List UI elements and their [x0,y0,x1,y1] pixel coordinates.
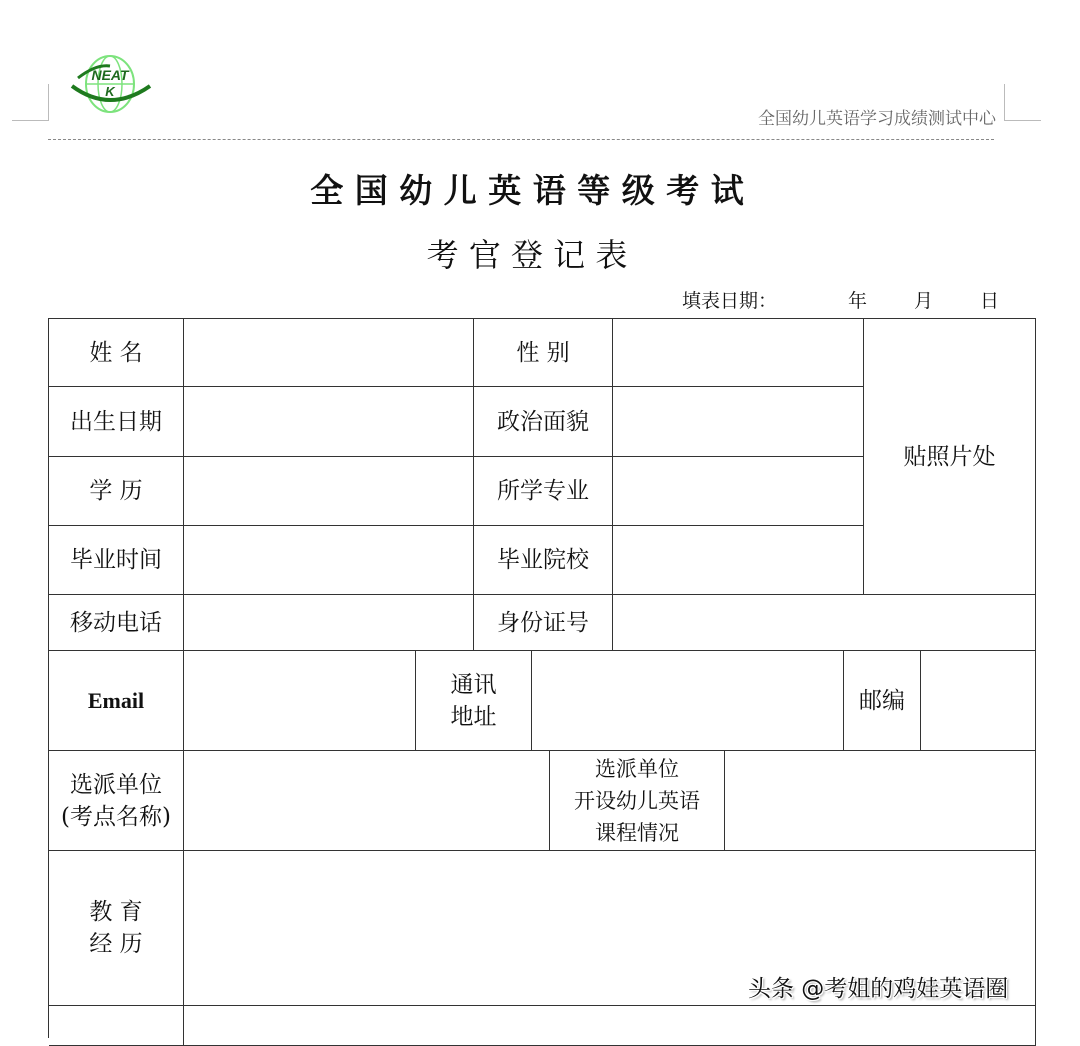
label-address: 通讯 地址 [416,651,532,751]
unit-course-field[interactable] [725,751,1036,851]
label-mobile: 移动电话 [49,595,184,651]
header-divider [48,139,994,140]
politics-field[interactable] [613,387,864,457]
gender-field[interactable] [613,319,864,387]
school-field[interactable] [613,526,864,595]
label-grad-time: 毕业时间 [49,526,184,595]
neat-logo [66,54,154,114]
svg-text:K: K [105,84,115,99]
label-politics: 政治面貌 [474,387,613,457]
zip-field[interactable] [921,651,1036,751]
email-field[interactable] [184,651,416,751]
label-unit: 选派单位 (考点名称) [49,751,184,851]
name-field[interactable] [184,319,474,387]
label-zip: 邮编 [844,651,921,751]
mobile-field[interactable] [184,595,474,651]
watermark: 头条 @考姐的鸡娃英语圈 [748,976,1009,1002]
date-year: 年 [848,290,868,312]
crop-mark [12,84,49,121]
org-name: 全国幼儿英语学习成绩测试中心 [758,109,996,129]
page-subtitle: 考 官 登 记 表 [426,236,628,274]
photo-area: 贴照片处 [864,319,1036,595]
svg-text:NEAT: NEAT [91,67,129,83]
label-major: 所学专业 [474,457,613,526]
major-field[interactable] [613,457,864,526]
registration-table [48,318,1036,1038]
grad-time-field[interactable] [184,526,474,595]
date-label: 填表日期： [682,290,778,312]
label-education: 学 历 [49,457,184,526]
fill-date [682,286,1002,313]
label-gender: 性 别 [474,319,613,387]
page-title: 全 国 幼 儿 英 语 等 级 考 试 [310,171,744,210]
id-field[interactable] [613,595,1036,651]
label-name: 姓 名 [49,319,184,387]
label-birth: 出生日期 [49,387,184,457]
birth-field[interactable] [184,387,474,457]
next-row-label [49,1006,184,1046]
label-school: 毕业院校 [474,526,613,595]
label-unit-course: 选派单位 开设幼儿英语 课程情况 [550,751,725,851]
label-id: 身份证号 [474,595,613,651]
education-field[interactable] [184,457,474,526]
crop-mark [1004,84,1041,121]
unit-field[interactable] [184,751,550,851]
label-email: Email [49,651,184,751]
date-day: 日 [980,290,1000,312]
label-edu-history: 教 育 经 历 [49,851,184,1006]
date-month: 月 [914,290,934,312]
address-field[interactable] [532,651,844,751]
next-row-field[interactable] [184,1006,1036,1046]
